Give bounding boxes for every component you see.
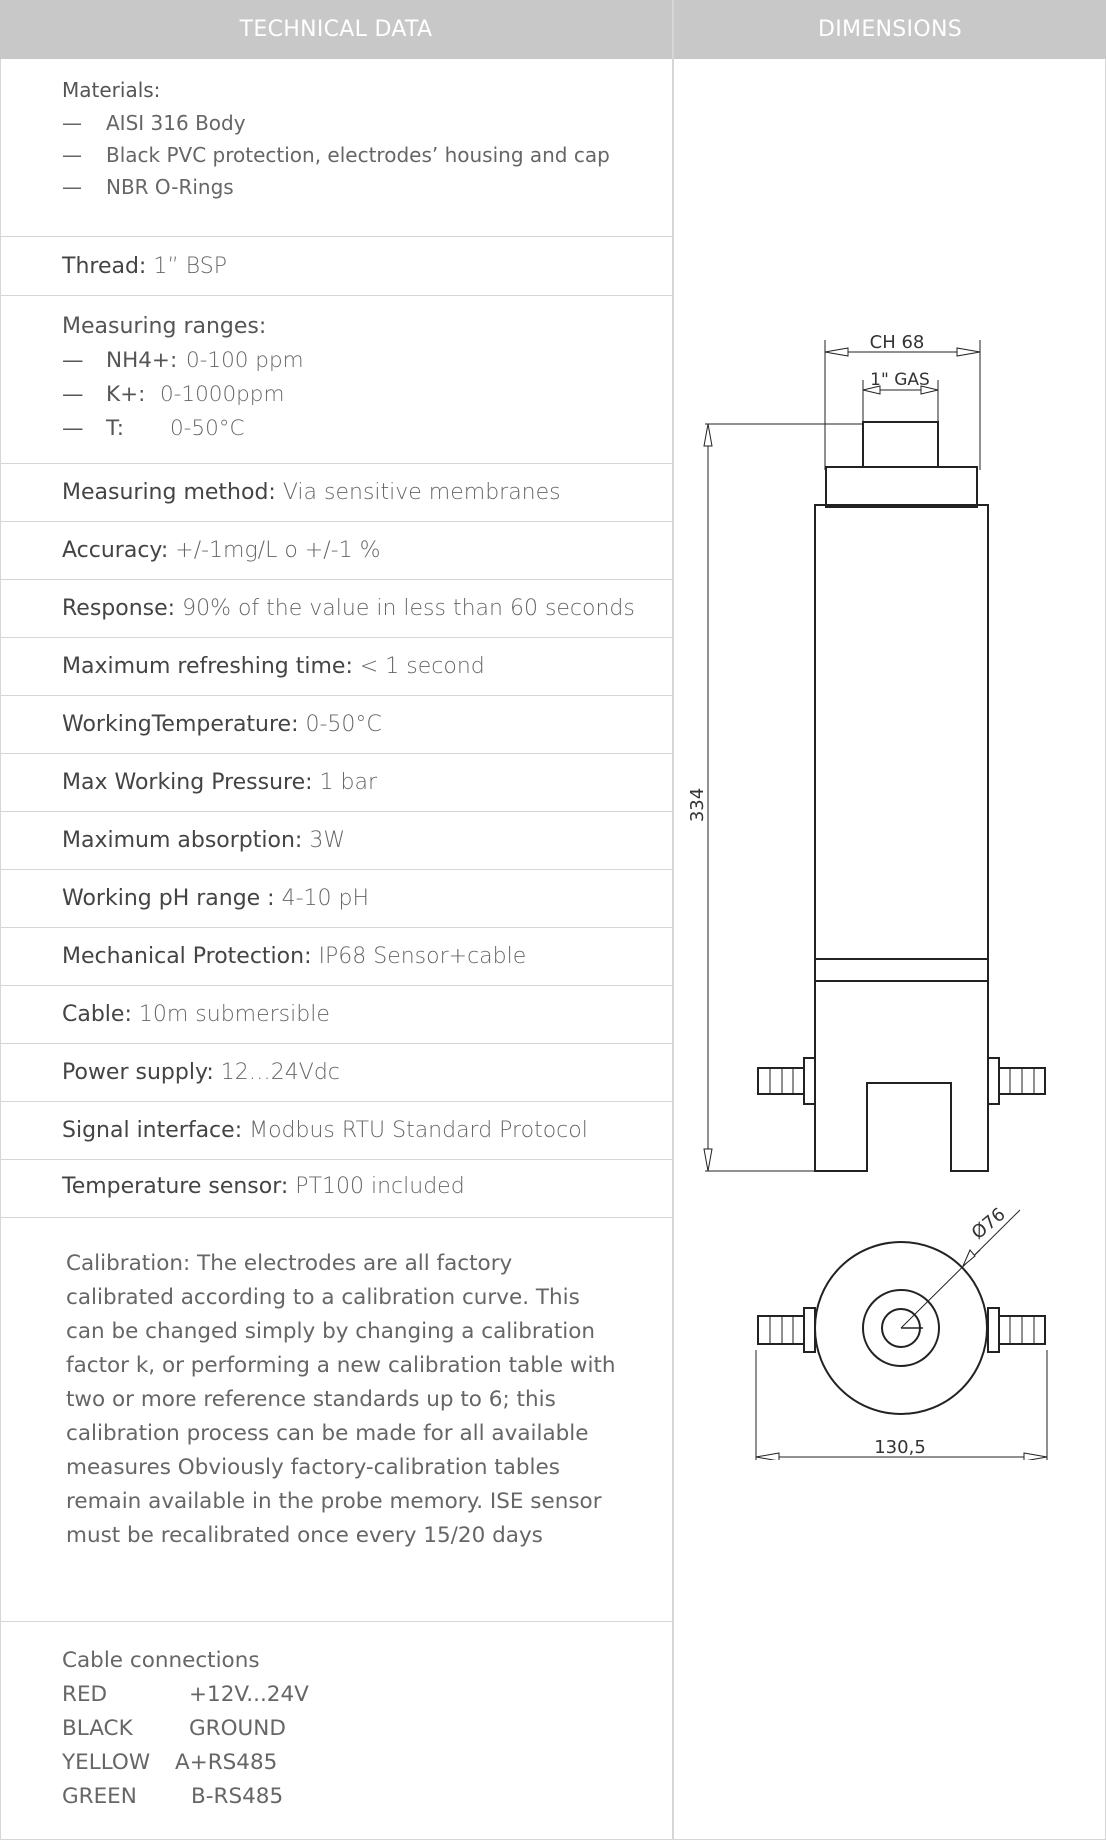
- range-item: — K+: 0-1000ppm: [62, 382, 285, 407]
- spec-text: Cable: 10m submersible: [62, 1002, 330, 1027]
- technical-data-header: TECHNICAL DATA: [0, 0, 672, 59]
- gas-dimension-label: 1" GAS: [870, 370, 930, 390]
- ch-dimension-label: CH 68: [869, 332, 925, 353]
- range-item: — NH4+: 0-100 ppm: [62, 348, 304, 373]
- spec-text: Temperature sensor: PT100 included: [62, 1174, 465, 1199]
- diameter-dimension-label: Ø76: [967, 1203, 1010, 1244]
- ranges-title: Measuring ranges:: [62, 314, 267, 339]
- cable-connections: [62, 1644, 309, 1814]
- spec-text: Max Working Pressure: 1 bar: [62, 770, 378, 795]
- cable-row: BLACK GROUND: [62, 1716, 286, 1741]
- cable-row: YELLOW A+RS485: [62, 1750, 278, 1775]
- cable-row: RED +12V...24V: [62, 1682, 309, 1707]
- materials-item: — Black PVC protection, electrodes’ housing and cap: [62, 143, 610, 167]
- materials-item: — NBR O-Rings: [62, 175, 234, 199]
- dimension-drawing: [674, 60, 1104, 1460]
- materials-item: — AISI 316 Body: [62, 111, 246, 135]
- spec-text: WorkingTemperature: 0-50°C: [62, 712, 382, 737]
- spec-text: Maximum absorption: 3W: [62, 828, 346, 853]
- thread-text: Thread: 1” BSP: [62, 254, 227, 279]
- materials-title: Materials:: [62, 78, 161, 102]
- spec-text: Response: 90% of the value in less than 60 seconds: [62, 596, 635, 621]
- width-dimension-label: 130,5: [874, 1437, 926, 1458]
- spec-text: Measuring method: Via sensitive membranes: [62, 480, 561, 505]
- spec-text: Power supply: 12…24Vdc: [62, 1060, 340, 1085]
- spec-text: Mechanical Protection: IP68 Sensor+cable: [62, 944, 527, 969]
- spec-text: Accuracy: +/-1mg/L o +/-1 %: [62, 538, 381, 563]
- range-item: — T: 0-50°C: [62, 416, 245, 441]
- spec-text: Working pH range : 4-10 pH: [62, 886, 370, 911]
- dimensions-header: DIMENSIONS: [674, 0, 1106, 59]
- spec-text: Signal interface: Modbus RTU Standard Protocol: [62, 1118, 588, 1143]
- spec-text: Maximum refreshing time: < 1 second: [62, 654, 485, 679]
- height-dimension-label: 334: [687, 787, 708, 823]
- cable-connections-title: Cable connections: [62, 1648, 260, 1673]
- cable-row: GREEN B-RS485: [62, 1784, 284, 1809]
- calibration-text: Calibration: The electrodes are all factory calibrated according to a calibration curve. This can be changed simply by changing a calibration factor k, or performing a new calibration table with two or more reference standards up to 6; this calibration process can be made for all available measures Obviously factory-calibration tables remain available in the probe memory. ISE sensor must be recalibrated once every 15/20 days: [66, 1251, 616, 1548]
